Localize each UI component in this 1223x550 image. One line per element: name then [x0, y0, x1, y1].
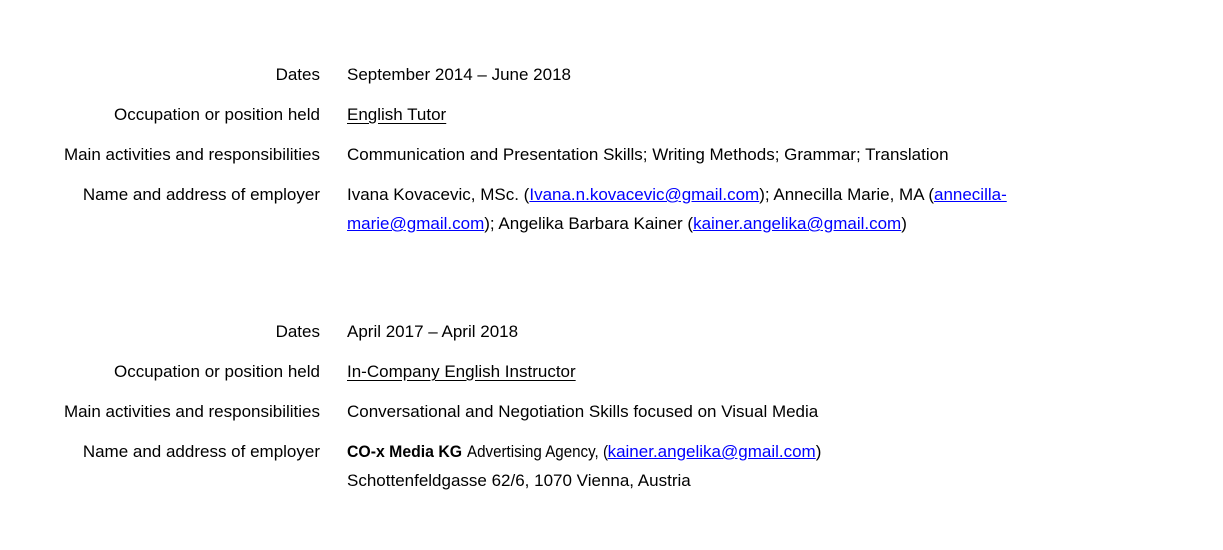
- employer-text: ); Annecilla Marie, MA (: [759, 185, 934, 204]
- dates-row: [0, 60, 1223, 89]
- job-title: English Tutor: [347, 105, 447, 124]
- employer-label: Name and address of employer: [82, 185, 320, 204]
- activities-label: Main activities and responsibilities: [63, 145, 320, 164]
- employer-text: ); Angelika Barbara Kainer (: [484, 214, 694, 233]
- dates-row: [0, 317, 1223, 346]
- employer-text: Ivana Kovacevic, MSc. (: [347, 185, 530, 204]
- email-link-ivana[interactable]: Ivana.n.kovacevic@gmail.com: [529, 185, 760, 204]
- employer-row: [0, 437, 1223, 495]
- experience-entry-1: [0, 60, 1223, 249]
- employer-line-1: [347, 437, 1223, 466]
- employer-value: [347, 180, 1223, 238]
- employer-line-2: Schottenfeldgasse 62/6, 1070 Vienna, Austria: [347, 471, 691, 490]
- activities-row: [0, 140, 1223, 169]
- activities-value: Conversational and Negotiation Skills focused on Visual Media: [347, 402, 819, 421]
- activities-row: [0, 397, 1223, 426]
- dates-label: Dates: [275, 65, 320, 84]
- activities-value: Communication and Presentation Skills; Writing Methods; Grammar; Translation: [347, 145, 949, 164]
- employer-text: ): [901, 214, 907, 233]
- employer-value: [347, 437, 1223, 495]
- job-title: In-Company English Instructor: [347, 362, 576, 381]
- occupation-value: [347, 100, 1223, 129]
- experience-entry-2: [0, 317, 1223, 506]
- occupation-label: Occupation or position held: [113, 105, 320, 124]
- activities-label: Main activities and responsibilities: [63, 402, 320, 421]
- email-link-annecilla-part2[interactable]: marie@gmail.com: [347, 214, 485, 233]
- employer-line-1: [347, 180, 1223, 209]
- employer-label: Name and address of employer: [82, 442, 320, 461]
- occupation-row: [0, 100, 1223, 129]
- occupation-value: [347, 357, 1223, 386]
- dates-value: September 2014 – June 2018: [347, 65, 572, 84]
- employer-line-2: [347, 209, 1223, 238]
- employer-text: Advertising Agency, (: [466, 442, 608, 461]
- email-link-annecilla-part1[interactable]: annecilla-: [933, 185, 1007, 204]
- dates-label: Dates: [275, 322, 320, 341]
- email-link-kainer[interactable]: kainer.angelika@gmail.com: [607, 442, 816, 461]
- occupation-row: [0, 357, 1223, 386]
- dates-value: April 2017 – April 2018: [347, 322, 519, 341]
- employer-row: [0, 180, 1223, 238]
- occupation-label: Occupation or position held: [113, 362, 320, 381]
- employer-text: ): [815, 442, 822, 461]
- company-name: CO-x Media KG: [347, 442, 467, 461]
- email-link-kainer[interactable]: kainer.angelika@gmail.com: [693, 214, 902, 233]
